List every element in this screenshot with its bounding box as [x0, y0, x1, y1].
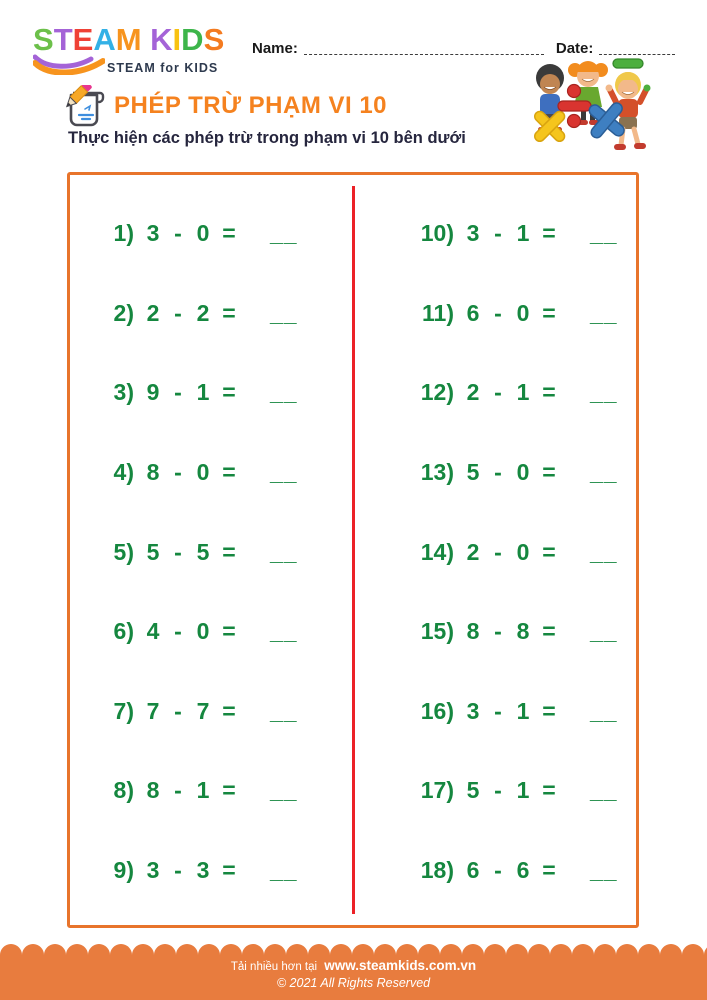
name-blank-line	[304, 40, 544, 55]
answer-blank: __	[590, 299, 618, 326]
minuend: 6	[466, 857, 480, 883]
minuend: 8	[146, 777, 160, 804]
problem-number: 11)	[422, 299, 454, 326]
subtrahend: 3	[196, 857, 210, 883]
pencil-paper-icon	[63, 85, 110, 134]
logo-letter: I	[172, 22, 182, 57]
minuend: 3	[466, 697, 480, 724]
problems-column-right	[408, 222, 648, 882]
problem-row	[100, 222, 340, 245]
scallop-edge	[0, 943, 707, 955]
problem-number: 15)	[420, 618, 454, 645]
minus-sign: -	[494, 538, 502, 565]
minuend: 9	[146, 379, 160, 406]
minus-sign: -	[494, 697, 502, 724]
logo-tagline: STEAM for KIDS	[107, 61, 219, 75]
subtrahend: 0	[196, 220, 210, 246]
problem-row	[100, 299, 340, 326]
subtrahend: 1	[516, 777, 530, 804]
minus-sign: -	[494, 618, 502, 645]
problem-row	[408, 381, 648, 404]
subtrahend: 1	[516, 220, 530, 246]
page-title: PHÉP TRỪ PHẠM VI 10	[114, 92, 388, 119]
problem-row	[100, 697, 340, 724]
equals-sign: =	[222, 379, 236, 406]
problem-row	[100, 458, 340, 485]
problem-row	[100, 859, 340, 882]
problem-row	[408, 538, 648, 565]
logo-letter: S	[203, 22, 225, 57]
minus-sign: -	[174, 220, 182, 246]
logo-letter: K	[150, 22, 173, 57]
subtrahend: 8	[516, 618, 530, 645]
minus-sign: -	[494, 379, 502, 406]
problem-number: 9)	[113, 857, 134, 883]
minus-sign: -	[174, 618, 182, 645]
minuend: 8	[146, 458, 160, 485]
minuend: 2	[466, 379, 480, 406]
problem-number: 16)	[420, 697, 454, 724]
equals-sign: =	[542, 458, 556, 485]
answer-blank: __	[270, 220, 298, 246]
minus-sign: -	[174, 857, 182, 883]
equals-sign: =	[542, 777, 556, 804]
answer-blank: __	[590, 458, 618, 485]
date-blank-line	[599, 40, 675, 55]
problem-number: 14)	[420, 538, 454, 565]
problem-row	[100, 538, 340, 565]
problem-number: 2)	[113, 299, 134, 326]
problem-row	[408, 222, 648, 245]
logo-swoosh	[33, 53, 105, 75]
answer-blank: __	[590, 220, 618, 246]
equals-sign: =	[222, 618, 236, 645]
equals-sign: =	[222, 857, 236, 883]
problems-column-left	[100, 222, 340, 882]
footer-band	[0, 955, 707, 1000]
answer-blank: __	[270, 697, 298, 724]
footer-copyright: © 2021 All Rights Reserved	[276, 976, 431, 990]
minuend: 5	[466, 777, 480, 804]
equals-sign: =	[542, 857, 556, 883]
minus-sign: -	[174, 458, 182, 485]
subtrahend: 5	[196, 538, 210, 565]
problem-row	[408, 620, 648, 643]
answer-blank: __	[270, 618, 298, 645]
minuend: 6	[466, 299, 480, 326]
answer-blank: __	[590, 857, 618, 883]
answer-blank: __	[590, 618, 618, 645]
minuend: 3	[146, 220, 160, 246]
name-label: Name:	[252, 40, 298, 57]
equals-sign: =	[222, 697, 236, 724]
subtrahend: 2	[196, 299, 210, 326]
minus-sign: -	[174, 299, 182, 326]
equals-sign: =	[542, 538, 556, 565]
logo-letter: E	[72, 22, 94, 57]
equals-sign: =	[222, 777, 236, 804]
minuend: 5	[466, 458, 480, 485]
answer-blank: __	[270, 538, 298, 565]
equals-sign: =	[222, 299, 236, 326]
answer-blank: __	[270, 299, 298, 326]
logo-letter: S	[33, 22, 54, 57]
steam-kids-logo	[33, 24, 224, 75]
answer-blank: __	[270, 857, 298, 883]
answer-blank: __	[270, 777, 298, 804]
minus-sign: -	[494, 220, 502, 246]
minuend: 4	[146, 618, 160, 645]
minus-sign: -	[174, 777, 182, 804]
minuend: 3	[146, 857, 160, 883]
problem-number: 10)	[420, 220, 454, 246]
minus-sign: -	[494, 458, 502, 485]
subtrahend: 6	[516, 857, 530, 883]
minus-sign: -	[494, 299, 502, 326]
equals-sign: =	[542, 697, 556, 724]
minuend: 2	[466, 538, 480, 565]
footer-more-text: Tải nhiều hơn tại	[230, 961, 318, 973]
problem-row	[408, 458, 648, 485]
logo-letter: D	[181, 22, 204, 57]
problem-number: 13)	[420, 458, 454, 485]
equals-sign: =	[542, 618, 556, 645]
logo-letter: M	[115, 22, 142, 57]
minus-sign: -	[174, 697, 182, 724]
problem-number: 5)	[113, 538, 134, 565]
footer-banner	[0, 943, 707, 1000]
answer-blank: __	[590, 777, 618, 804]
problem-row	[408, 859, 648, 882]
subtrahend: 1	[516, 379, 530, 406]
minuend: 8	[466, 618, 480, 645]
minuend: 2	[146, 299, 160, 326]
minuend: 7	[146, 697, 160, 724]
logo-letter: A	[93, 22, 116, 57]
equals-sign: =	[542, 220, 556, 246]
subtrahend: 1	[516, 697, 530, 724]
equals-sign: =	[222, 538, 236, 565]
subtrahend: 0	[516, 538, 530, 565]
problem-number: 4)	[113, 458, 134, 485]
answer-blank: __	[270, 379, 298, 406]
kids-math-illustration	[512, 58, 667, 167]
problem-row	[100, 381, 340, 404]
subtrahend: 1	[196, 379, 210, 406]
logo-letter	[142, 24, 151, 55]
column-divider-line	[352, 186, 355, 914]
problem-number: 12)	[420, 379, 454, 406]
problem-number: 18)	[420, 857, 454, 883]
equals-sign: =	[222, 458, 236, 485]
subtrahend: 1	[196, 777, 210, 804]
problem-row	[408, 697, 648, 724]
subtrahend: 0	[516, 458, 530, 485]
answer-blank: __	[590, 538, 618, 565]
problem-number: 7)	[113, 697, 134, 724]
instructions-text: Thực hiện các phép trừ trong phạm vi 10 bên dưới	[68, 129, 466, 147]
problem-number: 17)	[420, 777, 454, 804]
minus-sign: -	[174, 379, 182, 406]
equals-sign: =	[542, 379, 556, 406]
minus-sign: -	[174, 538, 182, 565]
subtrahend: 7	[196, 697, 210, 724]
answer-blank: __	[590, 379, 618, 406]
subtrahend: 0	[196, 618, 210, 645]
problem-row	[408, 779, 648, 802]
problem-number: 1)	[113, 220, 134, 246]
problem-row	[100, 620, 340, 643]
minus-sign: -	[494, 857, 502, 883]
problem-number: 3)	[113, 379, 134, 406]
problem-row	[100, 779, 340, 802]
name-date-row	[252, 40, 675, 57]
equals-sign: =	[222, 220, 236, 246]
logo-letter: T	[53, 22, 73, 57]
equals-sign: =	[542, 299, 556, 326]
minus-sign: -	[494, 777, 502, 804]
logo-wordmark	[33, 24, 224, 55]
date-label: Date:	[555, 40, 594, 57]
answer-blank: __	[590, 697, 618, 724]
answer-blank: __	[270, 458, 298, 485]
minuend: 3	[466, 220, 480, 246]
minus-symbol	[613, 59, 643, 68]
subtrahend: 0	[196, 458, 210, 485]
footer-website-link[interactable]: www.steamkids.com.vn	[324, 958, 477, 973]
minuend: 5	[146, 538, 160, 565]
problem-row	[408, 299, 648, 326]
problem-number: 8)	[113, 777, 134, 804]
subtrahend: 0	[516, 299, 530, 326]
problem-number: 6)	[113, 618, 134, 645]
